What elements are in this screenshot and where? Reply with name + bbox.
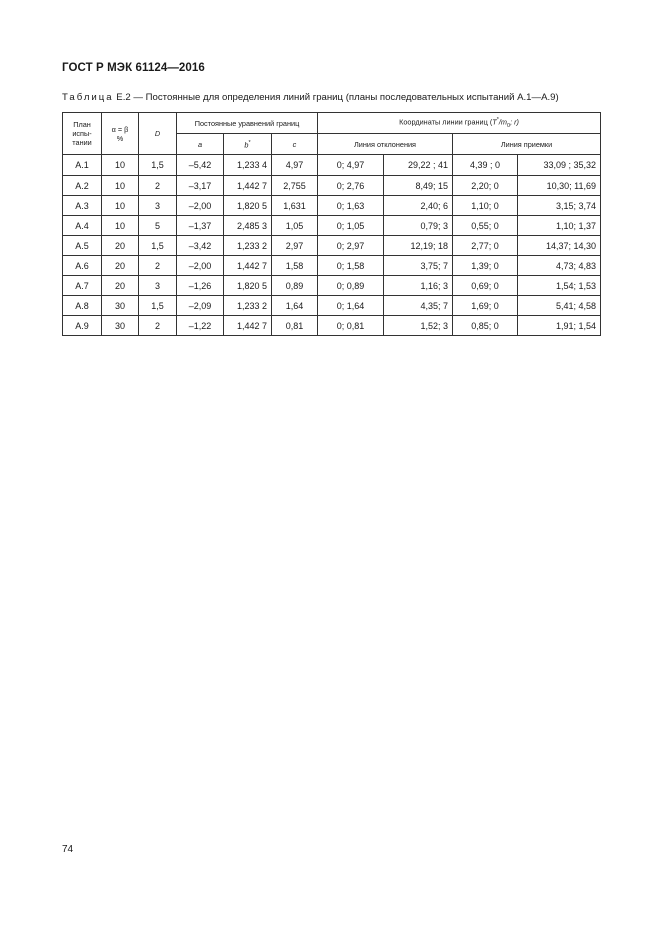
- caption-text: — Постоянные для определения линий границ (планы последовательных испытаний А.1—А.9): [130, 92, 559, 103]
- cell-reject-start: 0; 0,89: [318, 276, 384, 296]
- cell-c: 1,05: [272, 216, 318, 236]
- cell-plan: А.6: [63, 256, 102, 276]
- cell-d: 2: [139, 316, 177, 336]
- header-constants-group: Постоянные уравнений границ: [177, 113, 318, 134]
- header-alpha-beta-unit: %: [116, 133, 124, 143]
- cell-accept-start: 1,69; 0: [453, 296, 518, 316]
- table-row: [63, 155, 601, 176]
- cell-accept-end: 3,15; 3,74: [518, 196, 601, 216]
- cell-b: 1,233 2: [224, 296, 272, 316]
- cell-accept-end: 5,41; 4,58: [518, 296, 601, 316]
- header-d: [139, 113, 177, 155]
- cell-c: 0,89: [272, 276, 318, 296]
- table-row: [63, 256, 601, 276]
- header-coords-group: [318, 113, 601, 134]
- header-plan: План испы-тании: [63, 113, 102, 155]
- cell-c: 1,58: [272, 256, 318, 276]
- header-b-symbol: b: [244, 140, 249, 150]
- cell-reject-start: 0; 0,81: [318, 316, 384, 336]
- cell-c: 1,631: [272, 196, 318, 216]
- cell-c: 1,64: [272, 296, 318, 316]
- cell-c: 4,97: [272, 155, 318, 176]
- constants-table: [62, 112, 601, 336]
- page-number: 74: [62, 844, 74, 855]
- header-coords-t-sup: *: [496, 116, 499, 123]
- cell-reject-end: 29,22 ; 41: [384, 155, 453, 176]
- cell-a: –3,17: [177, 176, 224, 196]
- header-b: [224, 134, 272, 155]
- cell-b: 1,820 5: [224, 276, 272, 296]
- cell-plan: А.2: [63, 176, 102, 196]
- cell-d: 1,5: [139, 155, 177, 176]
- cell-d: 2: [139, 176, 177, 196]
- cell-c: 0,81: [272, 316, 318, 336]
- cell-d: 1,5: [139, 296, 177, 316]
- cell-accept-start: 1,39; 0: [453, 256, 518, 276]
- cell-a: –1,22: [177, 316, 224, 336]
- cell-b: 1,442 7: [224, 256, 272, 276]
- table-row: [63, 296, 601, 316]
- cell-accept-start: 2,77; 0: [453, 236, 518, 256]
- table-row: [63, 196, 601, 216]
- cell-accept-start: 0,55; 0: [453, 216, 518, 236]
- cell-plan: А.8: [63, 296, 102, 316]
- cell-c: 2,755: [272, 176, 318, 196]
- cell-b: 1,442 7: [224, 176, 272, 196]
- cell-alpha-beta: 20: [102, 256, 139, 276]
- header-alpha-beta: [102, 113, 139, 155]
- cell-a: –1,37: [177, 216, 224, 236]
- cell-d: 1,5: [139, 236, 177, 256]
- cell-plan: А.1: [63, 155, 102, 176]
- cell-accept-start: 1,10; 0: [453, 196, 518, 216]
- cell-accept-end: 1,54; 1,53: [518, 276, 601, 296]
- cell-alpha-beta: 10: [102, 216, 139, 236]
- cell-reject-start: 0; 4,97: [318, 155, 384, 176]
- cell-b: 1,233 2: [224, 236, 272, 256]
- cell-a: –3,42: [177, 236, 224, 256]
- cell-reject-end: 1,52; 3: [384, 316, 453, 336]
- cell-alpha-beta: 10: [102, 155, 139, 176]
- header-coords-suffix: ; r): [510, 116, 519, 126]
- cell-a: –2,09: [177, 296, 224, 316]
- cell-c: 2,97: [272, 236, 318, 256]
- cell-plan: А.4: [63, 216, 102, 236]
- header-coords-prefix: Координаты линии границ (: [399, 116, 493, 126]
- cell-alpha-beta: 10: [102, 196, 139, 216]
- cell-plan: А.3: [63, 196, 102, 216]
- header-coords-t: T: [492, 116, 497, 126]
- table-row: [63, 236, 601, 256]
- cell-alpha-beta: 30: [102, 316, 139, 336]
- cell-accept-end: 33,09 ; 35,32: [518, 155, 601, 176]
- header-accept-line: Линия приемки: [453, 134, 601, 155]
- cell-reject-end: 0,79; 3: [384, 216, 453, 236]
- cell-plan: А.5: [63, 236, 102, 256]
- cell-d: 3: [139, 196, 177, 216]
- cell-reject-start: 0; 2,76: [318, 176, 384, 196]
- cell-b: 1,820 5: [224, 196, 272, 216]
- cell-a: –1,26: [177, 276, 224, 296]
- cell-reject-start: 0; 1,64: [318, 296, 384, 316]
- header-d-symbol: D: [154, 129, 161, 138]
- cell-d: 3: [139, 276, 177, 296]
- cell-reject-end: 2,40; 6: [384, 196, 453, 216]
- header-b-sup: *: [248, 139, 251, 146]
- cell-a: –2,00: [177, 196, 224, 216]
- cell-plan: А.7: [63, 276, 102, 296]
- cell-accept-end: 14,37; 14,30: [518, 236, 601, 256]
- cell-accept-end: 10,30; 11,69: [518, 176, 601, 196]
- cell-reject-end: 1,16; 3: [384, 276, 453, 296]
- header-coords-m: /m: [498, 116, 507, 126]
- cell-accept-start: 0,85; 0: [453, 316, 518, 336]
- cell-accept-end: 1,91; 1,54: [518, 316, 601, 336]
- cell-b: 1,442 7: [224, 316, 272, 336]
- header-a-symbol: a: [197, 139, 203, 149]
- cell-reject-start: 0; 1,63: [318, 196, 384, 216]
- caption-number: Е.2: [116, 92, 131, 103]
- cell-accept-end: 1,10; 1,37: [518, 216, 601, 236]
- cell-accept-start: 2,20; 0: [453, 176, 518, 196]
- header-coords-m-sub: 0: [507, 122, 511, 129]
- cell-accept-end: 4,73; 4,83: [518, 256, 601, 276]
- cell-reject-end: 3,75; 7: [384, 256, 453, 276]
- cell-alpha-beta: 20: [102, 276, 139, 296]
- cell-reject-start: 0; 1,58: [318, 256, 384, 276]
- cell-a: –5,42: [177, 155, 224, 176]
- cell-alpha-beta: 20: [102, 236, 139, 256]
- header-reject-line: Линия отклонения: [318, 134, 453, 155]
- cell-a: –2,00: [177, 256, 224, 276]
- table-row: [63, 176, 601, 196]
- cell-b: 1,233 4: [224, 155, 272, 176]
- header-alpha-beta-symbol: α = β: [111, 124, 129, 134]
- cell-accept-start: 0,69; 0: [453, 276, 518, 296]
- table-caption: [62, 92, 559, 103]
- header-c: [272, 134, 318, 155]
- cell-alpha-beta: 30: [102, 296, 139, 316]
- cell-b: 2,485 3: [224, 216, 272, 236]
- table-row: [63, 276, 601, 296]
- cell-alpha-beta: 10: [102, 176, 139, 196]
- cell-accept-start: 4,39 ; 0: [453, 155, 518, 176]
- header-a: [177, 134, 224, 155]
- document-header: ГОСТ Р МЭК 61124—2016: [62, 62, 205, 74]
- cell-reject-start: 0; 2,97: [318, 236, 384, 256]
- cell-plan: А.9: [63, 316, 102, 336]
- cell-reject-end: 4,35; 7: [384, 296, 453, 316]
- table-row: [63, 316, 601, 336]
- cell-d: 5: [139, 216, 177, 236]
- header-c-symbol: c: [292, 139, 297, 149]
- table-row: [63, 216, 601, 236]
- caption-label: Таблица: [62, 92, 114, 103]
- cell-reject-end: 8,49; 15: [384, 176, 453, 196]
- cell-reject-start: 0; 1,05: [318, 216, 384, 236]
- cell-reject-end: 12,19; 18: [384, 236, 453, 256]
- cell-d: 2: [139, 256, 177, 276]
